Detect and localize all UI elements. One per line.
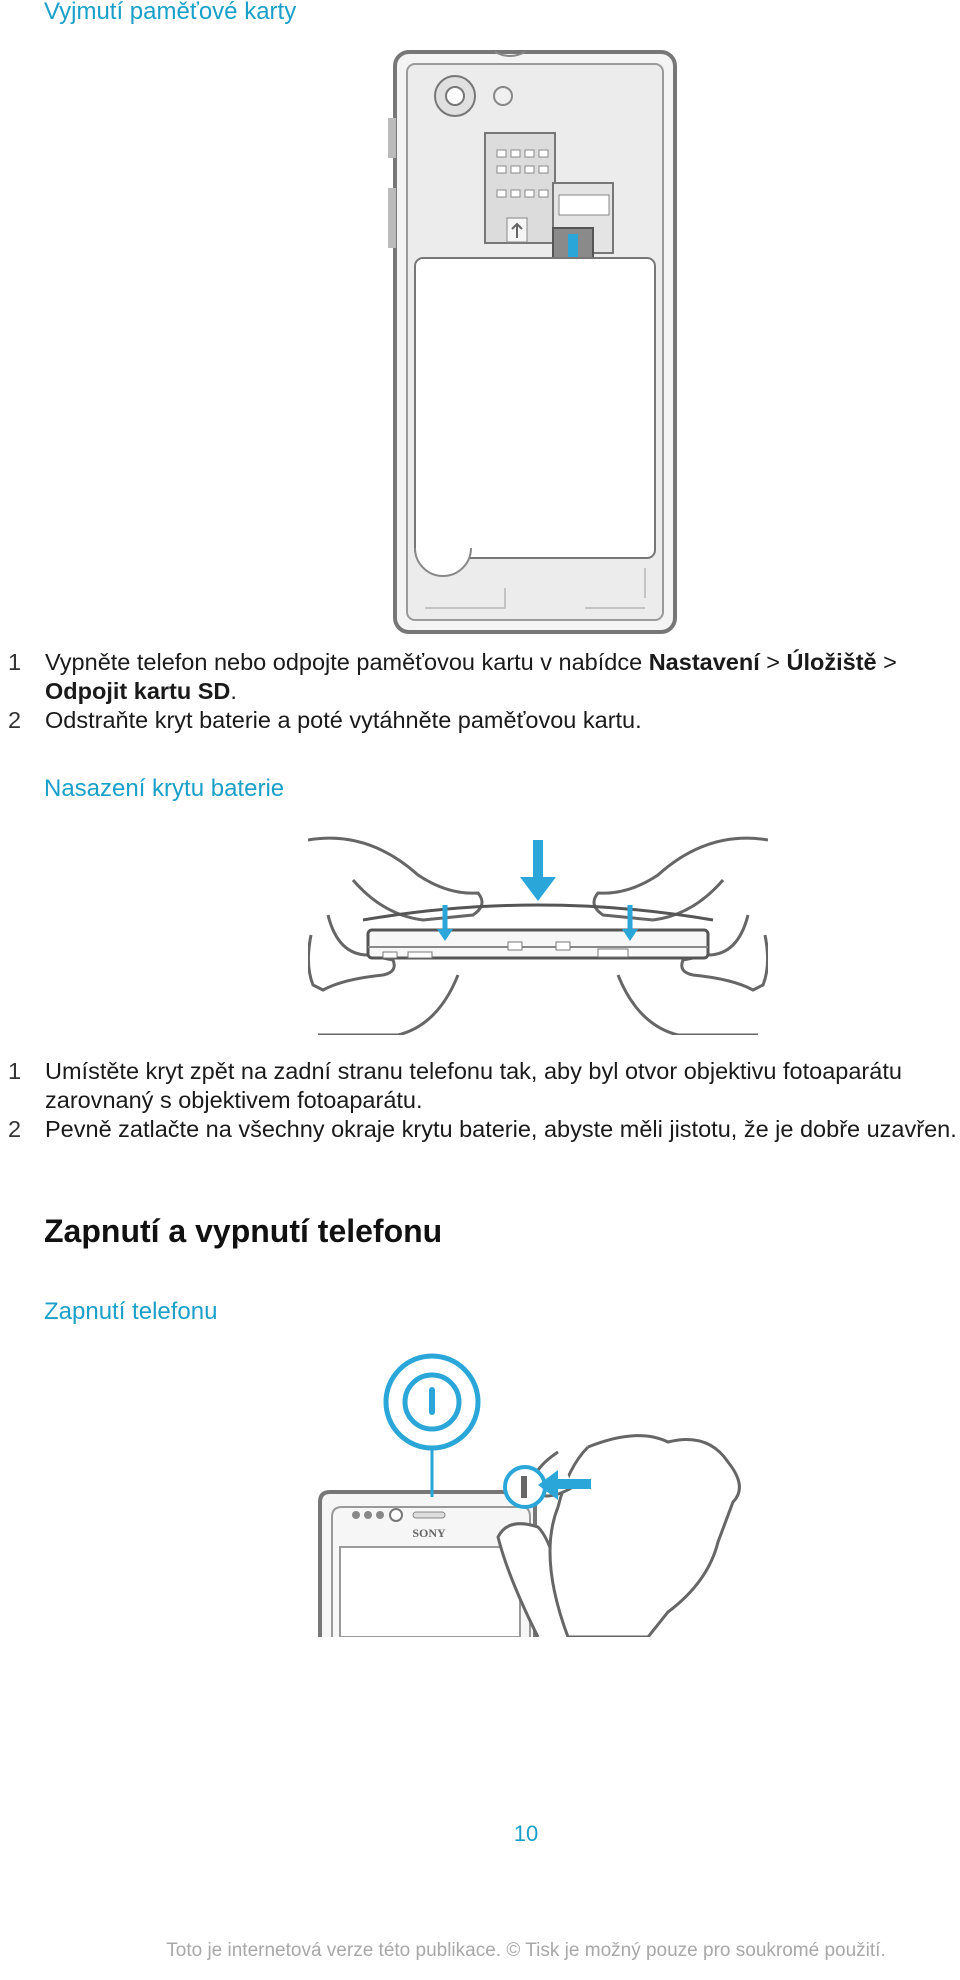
step-item — [8, 1115, 958, 1144]
section-title-turn-on: Zapnutí telefonu — [44, 1298, 218, 1325]
menu-path-settings: Nastavení — [648, 649, 760, 675]
step-number: 1 — [8, 1058, 22, 1084]
step-item — [8, 1057, 958, 1115]
step-text: Vypněte telefon nebo odpojte paměťovou kartu v nabídce — [45, 649, 649, 675]
section-title-attach-cover: Nasazení krytu baterie — [44, 775, 285, 802]
step-text: Umístěte kryt zpět na zadní stranu telefonu tak, aby byl otvor objektivu fotoaparátu zarovnaný s objektivem fotoaparátu. — [45, 1058, 902, 1113]
brand-logo: SONY — [412, 1526, 446, 1540]
step-text: Pevně zatlačte na všechny okraje krytu baterie, abyste měli jistotu, že je dobře uzavřen. — [45, 1116, 957, 1142]
illustration-remove-memory-card — [385, 48, 685, 638]
step-item — [8, 648, 958, 706]
step-item — [8, 706, 958, 735]
section-title-remove-card: Vyjmutí paměťové karty — [44, 0, 297, 25]
menu-separator: > — [759, 649, 787, 675]
footer-notice: Toto je internetová verze této publikace. © Tisk je možný pouze pro soukromé použití. — [166, 1940, 886, 1961]
steps-attach-cover — [8, 1057, 958, 1144]
page-heading: Zapnutí a vypnutí telefonu — [44, 1213, 443, 1249]
illustration-attach-battery-cover — [308, 825, 768, 1035]
menu-path-unmount-sd: Odpojit kartu SD — [45, 678, 231, 704]
page-number: 10 — [513, 1821, 539, 1846]
step-number: 2 — [8, 1116, 22, 1142]
step-text: Odstraňte kryt baterie a poté vytáhněte paměťovou kartu. — [45, 707, 642, 733]
menu-separator: > — [876, 649, 897, 675]
illustration-turn-on-phone — [318, 1352, 768, 1637]
step-number: 2 — [8, 707, 22, 733]
menu-path-storage: Úložiště — [786, 649, 877, 675]
step-text-end: . — [230, 678, 237, 704]
step-number: 1 — [8, 649, 22, 675]
steps-remove-card — [8, 648, 958, 735]
